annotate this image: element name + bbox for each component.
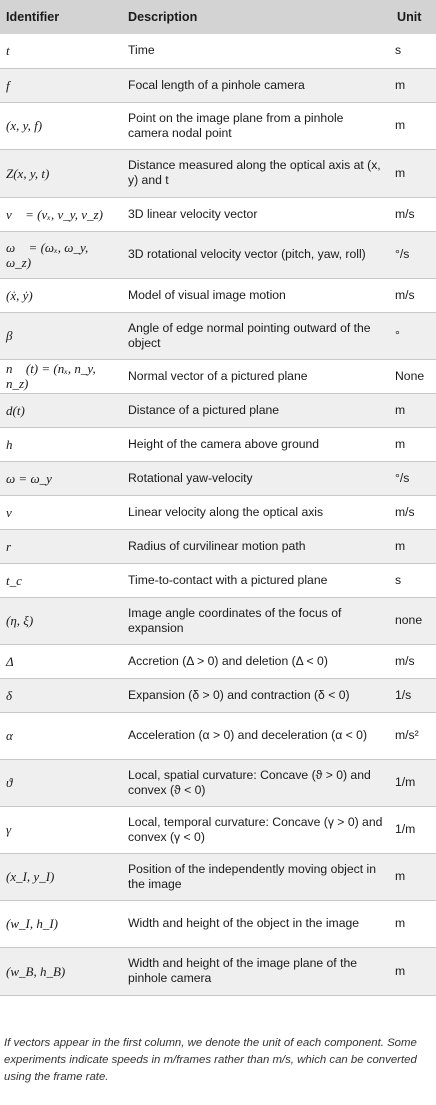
unit-cell: °: [395, 328, 400, 342]
identifier-cell: δ: [6, 687, 13, 703]
identifier-cell: (w_B, h_B): [6, 963, 66, 979]
unit-cell: m: [395, 869, 406, 883]
description-cell: Angle of edge normal pointing outward of the object: [128, 320, 371, 350]
description-cell: Time: [128, 43, 155, 58]
table-row: [0, 529, 436, 563]
description-cell: Image angle coordinates of the focus of expansion: [128, 605, 342, 635]
identifier-cell: v⃗ = (vₓ, v_y, v_z): [6, 206, 103, 222]
table-row: [0, 231, 436, 278]
description-cell: Distance of a pictured plane: [128, 402, 280, 417]
table-body: [0, 34, 436, 995]
header-row: [0, 0, 436, 34]
unit-cell: m: [395, 118, 406, 132]
identifier-cell: h: [6, 436, 13, 452]
unit-cell: None: [395, 368, 425, 383]
unit-cell: m: [395, 963, 406, 978]
unit-cell: m/s²: [395, 728, 419, 742]
description-cell: Local, temporal curvature: Concave (γ > 0) and convex (γ < 0): [128, 814, 383, 844]
table-row: [0, 759, 436, 806]
header-identifier: Identifier: [6, 9, 60, 24]
identifier-cell: f: [6, 77, 10, 93]
description-cell: Expansion (δ > 0) and contraction (δ < 0): [128, 687, 350, 702]
table-row: [0, 197, 436, 231]
identifier-cell: v: [6, 504, 12, 520]
table-row: [0, 806, 436, 853]
identifier-cell: Δ: [6, 653, 14, 669]
unit-cell: °/s: [395, 247, 410, 261]
table-row: [0, 393, 436, 427]
identifier-cell: r: [6, 538, 12, 554]
unit-cell: s: [395, 572, 402, 587]
unit-cell: m: [395, 77, 406, 92]
description-cell: Time-to-contact with a pictured plane: [128, 572, 328, 587]
description-cell: Width and height of the object in the image: [128, 916, 360, 930]
description-cell: Width and height of the image plane of the pinhole camera: [128, 956, 358, 985]
unit-cell: none: [395, 613, 423, 627]
table-row: [0, 34, 436, 68]
table-row: [0, 900, 436, 947]
unit-cell: °/s: [395, 470, 410, 485]
description-cell: Position of the independently moving object in the image: [128, 861, 376, 891]
unit-cell: m: [395, 916, 406, 930]
description-cell: Distance measured along the optical axis at (x, y) and t: [128, 158, 381, 187]
description-cell: Radius of curvilinear motion path: [128, 538, 306, 553]
identifier-cell: t_c: [6, 572, 22, 588]
unit-cell: m: [395, 538, 406, 553]
description-cell: 3D rotational velocity vector (pitch, yaw, roll): [128, 247, 366, 261]
description-cell: 3D linear velocity vector: [128, 206, 258, 221]
unit-cell: m: [395, 402, 406, 417]
table-row: [0, 563, 436, 597]
description-cell: Normal vector of a pictured plane: [128, 368, 308, 383]
header-unit: Unit: [397, 9, 422, 24]
identifier-cell: ω = ω_y: [6, 470, 52, 486]
unit-cell: m/s: [395, 287, 415, 302]
identifier-cell: α: [6, 728, 13, 743]
table-row: [0, 853, 436, 900]
identifier-cell: Z(x, y, t): [6, 165, 50, 181]
identifier-cell: ω⃗ = (ωₓ, ω_y, ω_z): [6, 239, 89, 270]
identifier-cell: n⃗ (t) = (nₓ, n_y, n_z): [6, 361, 96, 391]
unit-cell: 1/s: [395, 687, 412, 702]
identifier-cell: (x, y, f): [6, 118, 43, 133]
identifier-cell: d(t): [6, 402, 25, 418]
unit-cell: m: [395, 165, 406, 180]
table-row: [0, 678, 436, 712]
description-cell: Acceleration (α > 0) and deceleration (α < 0): [128, 728, 368, 742]
unit-cell: 1/m: [395, 822, 416, 836]
unit-cell: m/s: [395, 504, 415, 519]
table-header: [0, 0, 436, 34]
description-cell: Focal length of a pinhole camera: [128, 77, 305, 92]
identifier-cell: ϑ: [6, 775, 13, 790]
table-row: [0, 68, 436, 102]
header-description: Description: [128, 9, 198, 24]
table-row: [0, 312, 436, 359]
table-row: [0, 427, 436, 461]
identifier-cell: (ẋ, ẏ): [6, 287, 33, 303]
description-cell: Model of visual image motion: [128, 287, 286, 302]
table-row: [0, 712, 436, 759]
description-cell: Rotational yaw-velocity: [128, 470, 253, 485]
description-cell: Point on the image plane from a pinhole camera nodal point: [128, 110, 344, 140]
unit-cell: 1/m: [395, 775, 416, 789]
table-row: [0, 149, 436, 197]
identifier-cell: (w_I, h_I): [6, 916, 58, 931]
description-cell: Local, spatial curvature: Concave (ϑ > 0) and convex (ϑ < 0): [128, 767, 371, 797]
description-cell: Linear velocity along the optical axis: [128, 504, 324, 519]
table-footnote: If vectors appear in the first column, we denote the unit of each component. Some experiments indicate speeds in m/frames rather than m/s, which can be converted using the frame rate.: [4, 1037, 417, 1083]
table-row: [0, 102, 436, 149]
unit-cell: m: [395, 436, 406, 451]
unit-cell: m/s: [395, 206, 415, 221]
unit-cell: m/s: [395, 653, 415, 668]
description-cell: Height of the camera above ground: [128, 436, 320, 451]
table-row: [0, 644, 436, 678]
table-row: [0, 495, 436, 529]
description-cell: Accretion (Δ > 0) and deletion (Δ < 0): [128, 653, 328, 668]
identifier-cell: (x_I, y_I): [6, 869, 55, 884]
table-row: [0, 359, 436, 393]
identifier-cell: β: [6, 328, 13, 343]
table-row: [0, 947, 436, 995]
table-row: [0, 278, 436, 312]
identifier-cell: γ: [6, 822, 12, 837]
unit-cell: s: [395, 43, 402, 58]
table-row: [0, 597, 436, 644]
table-row: [0, 461, 436, 495]
identifier-cell: t: [6, 43, 10, 59]
identifier-cell: (η, ξ): [6, 613, 34, 628]
